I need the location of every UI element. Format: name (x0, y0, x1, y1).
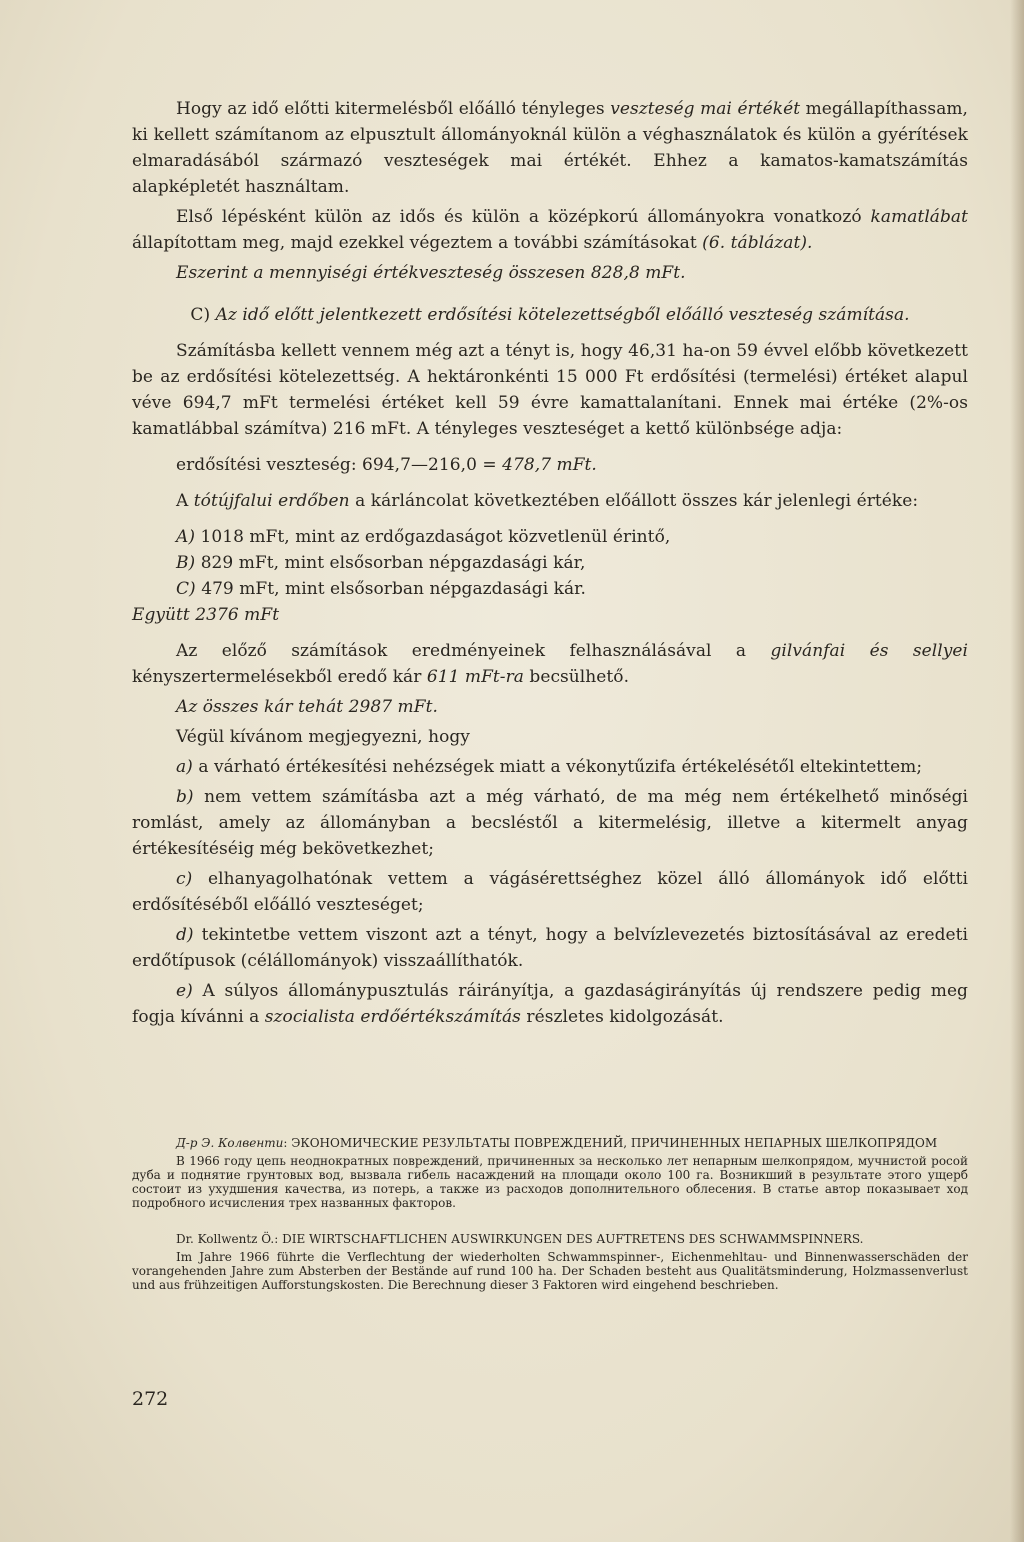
remark-b (132, 784, 968, 862)
summary-title: DIE WIRTSCHAFTLICHEN AUSWIRKUNGEN DES AUFTRETENS DES SCHWAMMSPINNERS. (282, 1232, 864, 1246)
text-run: Első lépésként külön az idős és külön a középkorú állományokra vonatkozó (176, 207, 871, 227)
text-run: A (176, 491, 194, 511)
paragraph-3 (132, 260, 968, 286)
text-run: megállapíthassam, ki kellett számítanom az elpusztult állományoknál külön a véghasználatok és külön a gyérítések elmaradásából származó veszteségek mai értékét. Ehhez a kamatos-kamatszámítás alapképletét használtam. (132, 99, 969, 197)
place-name: tótújfalui erdőben (193, 491, 350, 511)
total-text: Együtt 2376 mFt (132, 605, 280, 625)
remark-label: a) (176, 757, 193, 777)
text-run: a kárláncolat következtében előállott összes kár jelenlegi értéke: (349, 491, 919, 511)
item-text: 479 mFt, mint elsősorban népgazdasági kár. (195, 579, 586, 599)
section-heading-c (132, 302, 968, 328)
item-text: 829 mFt, mint elsősorban népgazdasági kár, (195, 553, 586, 573)
paragraph-1 (132, 96, 968, 200)
separator: : (283, 1136, 292, 1150)
emphasis: veszteség mai értékét (610, 99, 801, 119)
text-run: becsülhető. (523, 667, 630, 687)
remark-label: e) (176, 981, 193, 1001)
damage-item-a (132, 524, 968, 550)
item-label: A) (176, 527, 196, 547)
paragraph-5 (132, 488, 968, 514)
page-edge-shadow (1010, 0, 1024, 1542)
remark-label: b) (176, 787, 194, 807)
remark-label: c) (176, 869, 193, 889)
paragraph-4: Számításba kellett vennem még azt a tényt is, hogy 46,31 ha-on 59 évvel előbb következett be az erdősítési kötelezettség. A hektáronkénti 15 000 Ft erdősítési (termelési) értéket alapul véve 694,7 mFt termelési értéket kell 59 évre kamattalanítani. Ennek mai értéke (2%-os kamatlábbal számítva) 216 mFt. A tényleges veszteséget a kettő különbsége adja: (132, 341, 968, 439)
damage-item-c (132, 576, 968, 602)
damage-list (132, 524, 968, 602)
formula-text: erdősítési veszteség: 694,7—216,0 = (176, 455, 503, 475)
remark-text: A súlyos állománypusztulás ráirányítja, a gazdaságirányítás új rendszere pedig meg fogja kívánni a (132, 981, 968, 1027)
remark-d (132, 922, 968, 974)
remark-text: a várható értékesítési nehézségek miatt a vékonytűzifa értékelésétől eltekintettem; (192, 757, 923, 777)
paragraph-6 (132, 638, 968, 690)
summary-german-body: Im Jahre 1966 führte die Verflechtung der wiederholten Schwammspinner-, Eichenmehltau- und Binnenwasserschäden der vorangehenden Jahre zum Absterben der Bestände auf rund 100 ha. Der Schaden besteht aus Qualitätsminderung, Holzmassenverlust und aus frühzeitigen Aufforstungskosten. Die Berechnung dieser 3 Faktoren wird eingehend beschrieben. (132, 1250, 968, 1292)
item-label: B) (176, 553, 196, 573)
damage-item-b (132, 550, 968, 576)
emphasis: kamatlábat (870, 207, 968, 227)
item-text: 1018 mFt, mint az erdőgazdaságot közvetlenül érintő, (195, 527, 671, 547)
paragraph-7 (132, 694, 968, 720)
item-label: C) (176, 579, 196, 599)
summary-german-heading (132, 1232, 968, 1246)
place-name: gilvánfai és sellyei (770, 641, 968, 661)
text-run: Az előző számítások eredményeinek felhasználásával a (176, 641, 771, 661)
text-run: kényszertermelésekből eredő kár (132, 667, 427, 687)
remark-c (132, 866, 968, 918)
paragraph-8: Végül kívánom megjegyezni, hogy (176, 727, 470, 747)
formula-line (132, 452, 968, 478)
remark-label: d) (176, 925, 194, 945)
summary-title: ЭКОНОМИЧЕСКИЕ РЕЗУЛЬТАТЫ ПОВРЕЖДЕНИЙ, ПРИЧИНЕННЫХ НЕПАРНЫХ ШЕЛКОПРЯДОМ (291, 1136, 938, 1150)
emphasis: Eszerint a mennyiségi értékveszteség összesen 828,8 mFt. (176, 263, 686, 283)
summary-russian-heading (132, 1136, 968, 1150)
remark-text: elhanyagolhatónak vettem a vágásérettséghez közel álló állományok idő előtti erdősítéséből előálló veszteséget; (132, 869, 968, 915)
remark-text: tekintetbe vettem viszont azt a tényt, hogy a belvízlevezetés biztosításával az eredeti erdőtípusok (célállományok) visszaállíthatók. (132, 925, 968, 971)
remark-e (132, 978, 968, 1030)
summary-author: Д-р Э. Колвенти (176, 1136, 284, 1150)
text-run: állapítottam meg, majd ezekkel végeztem a további számításokat (132, 233, 703, 253)
table-reference: (6. táblázat). (702, 233, 813, 253)
paragraph-2 (132, 204, 968, 256)
summary-russian-body: В 1966 году цепь неоднократных повреждений, причиненных за несколько лет непарным шелкопрядом, мучнистой росой дуба и поднятие грунтовых вод, вызвала гибель насаждений на площади около 100 га. Возникший в результате этого ущерб состоит из ухудшения качества, из потерь, а также из расходов дополнительного облесения. В статье автор показывает ход подробного исчисления трех названных факторов. (132, 1154, 968, 1210)
remark-text: nem vettem számításba azt a még várható, de ma még nem értékelhető minőségi romlást, amely az állományban a becsléstől a kitermelésig, illetve a kitermelt anyag értékesítéséig még bekövetkezhet; (132, 787, 968, 859)
text-run: Hogy az idő előtti kitermelésből előálló tényleges (176, 99, 611, 119)
emphasis: szocialista erdőértékszámítás (264, 1007, 521, 1027)
formula-result: 478,7 mFt. (502, 455, 597, 475)
main-text (132, 96, 968, 1030)
emphasis: Az összes kár tehát 2987 mFt. (176, 697, 438, 717)
remark-a (132, 754, 968, 780)
summary-author: Dr. Kollwentz Ö. (176, 1232, 275, 1246)
separator: : (274, 1232, 283, 1246)
section-title: Az idő előtt jelentkezett erdősítési kötelezettségből előálló veszteség számítása. (215, 305, 910, 325)
remark-text: részletes kidolgozását. (520, 1007, 724, 1027)
section-label: C) (190, 305, 216, 325)
amount: 611 mFt-ra (426, 667, 524, 687)
foreign-summaries (132, 1136, 968, 1292)
damage-total (132, 602, 968, 628)
page-number: 272 (132, 1388, 169, 1410)
